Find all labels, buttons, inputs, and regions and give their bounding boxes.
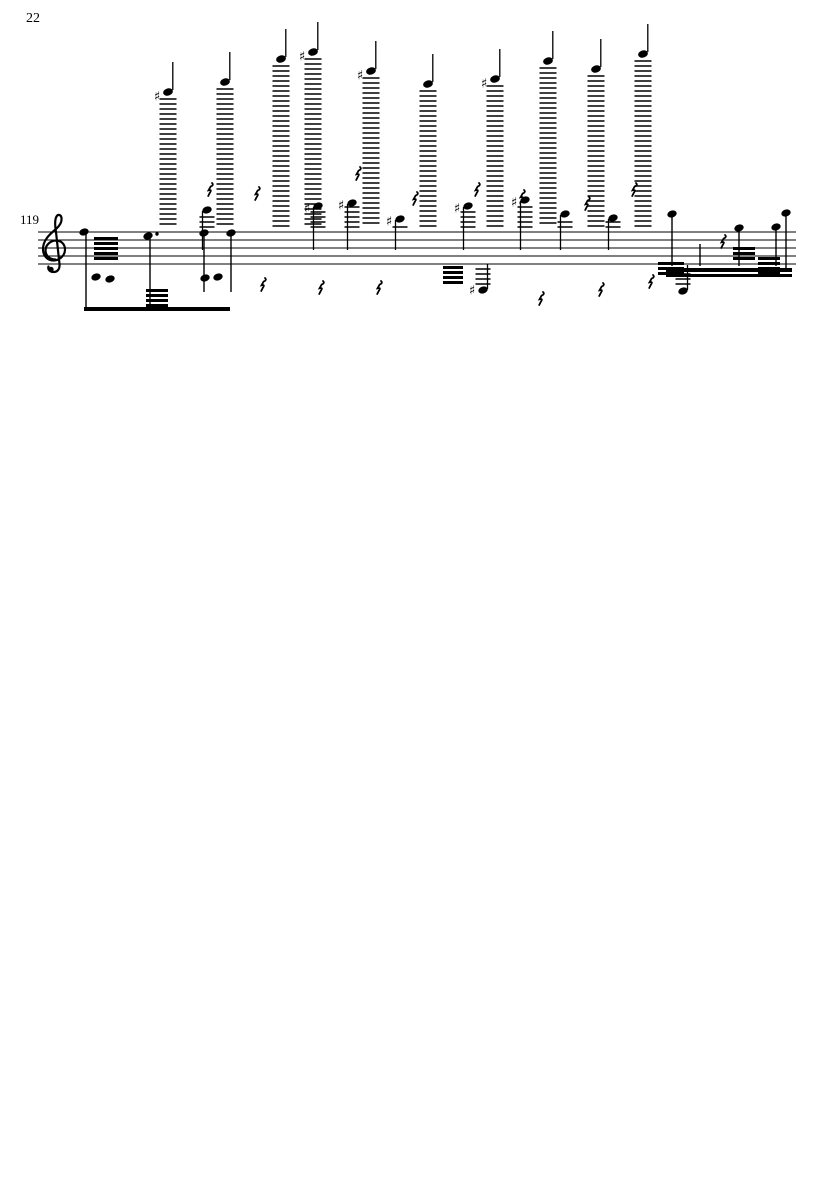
- notehead: [142, 231, 153, 241]
- ledger-column: [273, 29, 290, 226]
- notehead: [212, 272, 223, 282]
- rest-icon: [413, 192, 418, 205]
- note-above-staff: [558, 209, 573, 250]
- notehead: [90, 272, 101, 282]
- notehead: [422, 79, 434, 89]
- sharp-icon: ♯: [510, 195, 518, 211]
- measure-number: 119: [20, 212, 40, 227]
- notehead: [307, 47, 319, 57]
- rest-icon: [632, 183, 637, 196]
- sharp-icon: ♯: [337, 198, 345, 214]
- ledger-column: [540, 31, 557, 223]
- notehead: [590, 64, 602, 74]
- page-number: 22: [26, 11, 40, 26]
- rest-icon: [208, 183, 213, 196]
- rest-icon: [539, 292, 544, 305]
- note-above-staff: [200, 205, 215, 250]
- ledger-column: [357, 41, 380, 223]
- notehead: [162, 87, 174, 97]
- rest-icon: [649, 275, 654, 288]
- notehead: [219, 77, 231, 87]
- ledger-column: [481, 49, 504, 226]
- note-above-staff: [304, 201, 326, 250]
- tremolo-beams: [658, 262, 684, 275]
- sharp-icon: ♯: [468, 283, 476, 299]
- rest-icon: [255, 187, 260, 200]
- sharp-icon: ♯: [480, 76, 488, 92]
- ledger-column: [420, 54, 437, 226]
- rest-icon: [585, 197, 590, 210]
- notehead: [637, 49, 649, 59]
- notehead: [275, 54, 287, 64]
- rest-icon: [721, 235, 726, 248]
- rest-icon: [319, 281, 324, 294]
- rest-icon: [356, 167, 361, 180]
- notehead: [78, 227, 89, 237]
- notehead: [542, 56, 554, 66]
- tremolo-beams: [443, 266, 463, 284]
- sharp-icon: ♯: [385, 214, 393, 230]
- note-above-staff: [338, 198, 360, 250]
- rest-icon: [377, 281, 382, 294]
- rest-icon: [475, 183, 480, 196]
- notehead: [199, 273, 210, 283]
- tremolo-beams: [733, 247, 755, 260]
- system-measure-119: [20, 22, 796, 311]
- rest-icon: [599, 283, 604, 296]
- ledger-column: [635, 24, 652, 226]
- rest-icon: [261, 278, 266, 291]
- note-above-staff: [454, 201, 476, 250]
- ledger-column: [299, 22, 322, 224]
- sharp-icon: ♯: [453, 201, 461, 217]
- beam: [84, 307, 230, 311]
- sharp-icon: ♯: [153, 89, 161, 105]
- notehead: [104, 274, 115, 284]
- sharp-icon: ♯: [356, 68, 364, 84]
- sharp-icon: ♯: [298, 49, 306, 65]
- notehead: [489, 74, 501, 84]
- sharp-icon: ♯: [303, 201, 311, 217]
- note-below-staff: [469, 264, 491, 299]
- ledger-column: [154, 62, 177, 224]
- ledger-column: [217, 52, 234, 224]
- note-above-staff: [511, 195, 533, 250]
- notehead: [365, 66, 377, 76]
